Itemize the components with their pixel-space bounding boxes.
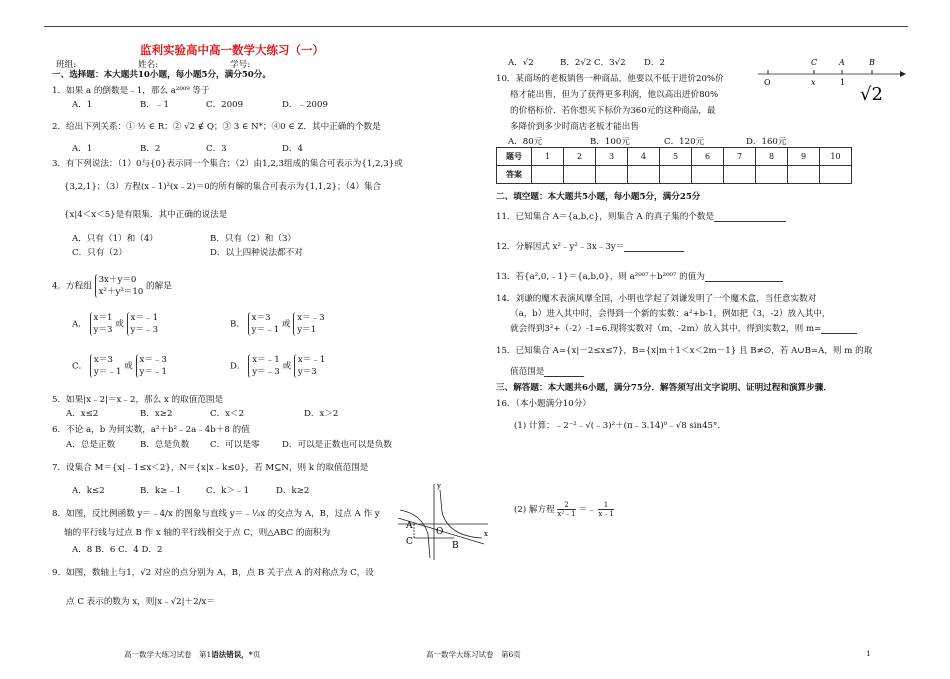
q16-frac1-num: 2 bbox=[557, 501, 575, 510]
q4-d-or: 或 bbox=[282, 361, 292, 372]
answer-table-header bbox=[497, 148, 852, 166]
q3-line3: {x|4＜x＜5}是有限集．其中正确的说法是 bbox=[64, 210, 228, 220]
info-class: 班组: bbox=[56, 60, 77, 70]
q4-eq2: x²＋y²＝10 bbox=[98, 287, 144, 297]
section-1-heading: 一、选择题：本大题共10小题，每小题5分，满分50分。 bbox=[52, 70, 271, 80]
q8-hyperbola-right bbox=[440, 490, 482, 538]
numline-arrow bbox=[900, 71, 906, 77]
answer-cell-3[interactable] bbox=[596, 166, 628, 184]
q6-stem: 6．不论 a，b 为何实数，a²＋b²﹣2a﹣4b＋8 的值 bbox=[52, 425, 250, 435]
q6-option-a: A．总是正数 bbox=[66, 440, 116, 450]
q4-option-c bbox=[72, 354, 167, 378]
q4-system bbox=[95, 274, 144, 298]
top-rule bbox=[44, 26, 908, 27]
q4-d-sol1 bbox=[248, 354, 280, 378]
q4-b-y1: y＝﹣1 bbox=[251, 325, 280, 335]
footer-left bbox=[124, 649, 260, 660]
q4-b-or: 或 bbox=[281, 319, 291, 330]
answer-cell-2[interactable] bbox=[564, 166, 596, 184]
q9-number-line bbox=[756, 54, 912, 106]
q1-option-c: C．2009 bbox=[206, 100, 244, 110]
answer-header-7: 7 bbox=[724, 148, 756, 166]
q15-line2-text: 值范围是 bbox=[510, 367, 545, 377]
q3-option-c: C．只有（2） bbox=[72, 248, 128, 258]
answer-cell-7[interactable] bbox=[724, 166, 756, 184]
answer-header-4: 4 bbox=[628, 148, 660, 166]
q4-option-b bbox=[230, 312, 325, 336]
q3-option-b: B．只有（2）和（3） bbox=[210, 234, 297, 244]
q16-frac2-den: x﹣1 bbox=[598, 510, 614, 518]
info-number: 学号: bbox=[230, 60, 251, 70]
answer-header-label: 题号 bbox=[497, 148, 532, 166]
answer-table-row bbox=[497, 166, 852, 184]
q14-answer-blank[interactable] bbox=[821, 324, 857, 334]
q9-line2: 点 C 表示的数为 x，则|x﹣√2|＋2/x＝ bbox=[66, 597, 215, 607]
answer-table bbox=[496, 147, 852, 184]
q4-a-x1: x＝1 bbox=[93, 313, 113, 323]
answer-header-10: 10 bbox=[820, 148, 852, 166]
q4-b-label: B． bbox=[230, 319, 245, 330]
q1-stem: 1．如果 a 的倒数是﹣1，那么 a²⁰⁰⁹ 等于 bbox=[52, 86, 210, 96]
q4-b-sol1 bbox=[248, 312, 280, 336]
q4-d-x1: x＝﹣1 bbox=[252, 355, 280, 365]
q4-a-sol2 bbox=[127, 312, 159, 336]
q6-option-d: D．可以是正数也可以是负数 bbox=[282, 440, 393, 450]
q4-stem bbox=[52, 274, 172, 298]
q16-equals: ＝﹣ bbox=[578, 505, 596, 515]
q3-line1: 3．有下列说法：（1）0与{0}表示同一个集合；（2）由1,2,3组成的集合可表示为{1,2,3}或 bbox=[52, 159, 403, 169]
q4-d-y2: y＝3 bbox=[297, 367, 317, 377]
q4-a-y1: y＝3 bbox=[93, 325, 113, 335]
q16-fraction-right bbox=[598, 501, 613, 518]
q4-b-sol2 bbox=[293, 312, 325, 336]
q7-option-a: A．k≤2 bbox=[72, 486, 105, 496]
answer-cell-1[interactable] bbox=[532, 166, 564, 184]
q13-answer-blank[interactable] bbox=[705, 272, 783, 282]
q8-label-o: O bbox=[436, 527, 444, 537]
section-3-heading: 三、解答题：本大题共6小题，满分75分．解答须写出文字说明、证明过程和演算步骤． bbox=[496, 383, 832, 393]
q4-c-sol1 bbox=[90, 354, 122, 378]
q8-label-b: B bbox=[452, 541, 459, 551]
numline-label-x: x bbox=[811, 78, 816, 87]
q4-c-x2: x＝﹣3 bbox=[139, 355, 168, 365]
q4-c-y1: y＝﹣1 bbox=[93, 367, 122, 377]
answer-cell-4[interactable] bbox=[628, 166, 660, 184]
q8-options: A．8 B．6 C．4 D．2 bbox=[72, 545, 163, 555]
numline-label-one: 1 bbox=[840, 78, 846, 87]
q16-part2-label: (2) 解方程 bbox=[514, 505, 555, 515]
q4-a-y2: y＝﹣3 bbox=[130, 325, 159, 335]
q14-line2: （a，b）进入其中时，会得到一个新的实数：a²+b-1，例如把（3，-2）放入其中， bbox=[510, 309, 831, 319]
q10-line1: 10．某商场的老板销售一种商品，他要以不低于进价20%价 bbox=[496, 74, 724, 84]
answer-cell-8[interactable] bbox=[756, 166, 788, 184]
answer-header-9: 9 bbox=[788, 148, 820, 166]
q9-option-d: D．2 bbox=[644, 58, 665, 68]
q7-option-d: D．k≥2 bbox=[276, 486, 310, 496]
q4-b-x1: x＝3 bbox=[251, 313, 271, 323]
q4-a-sol1 bbox=[90, 312, 113, 336]
q4-b-x2: x＝﹣3 bbox=[297, 313, 325, 323]
q10-option-a: A．80元 bbox=[508, 137, 543, 147]
answer-cell-6[interactable] bbox=[692, 166, 724, 184]
q5-option-c: C．x＜2 bbox=[210, 409, 245, 419]
page-title: 监利实验高中高一数学大练习（一） bbox=[140, 43, 324, 57]
footer-left-suffix: 页 bbox=[252, 650, 261, 659]
q8-label-y: y bbox=[437, 482, 441, 490]
q6-option-b: B．总是负数 bbox=[140, 440, 190, 450]
q14-line1: 14．刘谦的魔术表演风靡全国，小明也学起了刘谦发明了一个魔术盒，当任意实数对 bbox=[496, 294, 817, 304]
q2-stem: 2．给出下列关系：① ½ ∈ R；② √2 ∉ Q；③ 3 ∈ N*；④0 ∈ Z．其中正确的个数是 bbox=[52, 122, 381, 132]
q8-label-a: A bbox=[406, 521, 413, 531]
q2-option-d: D．4 bbox=[282, 144, 303, 154]
q4-b-y2: y＝1 bbox=[297, 325, 317, 335]
q4-a-label: A． bbox=[72, 319, 87, 330]
q16-frac2-num: 1 bbox=[598, 501, 613, 510]
q10-option-d: D．160元 bbox=[746, 137, 787, 147]
q12 bbox=[496, 240, 684, 252]
q4-tail: 的解是 bbox=[146, 281, 172, 292]
q9-option-a: A．√2 bbox=[508, 58, 534, 68]
q9-option-b: B．2√2 bbox=[560, 58, 592, 68]
q9-line1: 9．如图，数轴上与1，√2 对应的点分别为 A，B，点 B 关于点 A 的对称点为 C，设 bbox=[52, 568, 374, 578]
q1-option-b: B．﹣1 bbox=[140, 100, 169, 110]
q1-option-a: A．1 bbox=[72, 100, 93, 110]
q10-line2: 格才能出售，但为了获得更多利润，他以高出进价80% bbox=[510, 90, 719, 100]
q4-d-label: D． bbox=[230, 361, 246, 372]
q4-c-sol2 bbox=[136, 354, 168, 378]
q4-d-sol2 bbox=[294, 354, 326, 378]
q8-line2: 轴的平行线与过点 B 作 x 轴的平行线相交于点 C，则△ABC 的面积为 bbox=[64, 528, 331, 538]
answer-header-5: 5 bbox=[660, 148, 692, 166]
q16-heading: 16．（本小题满分10分） bbox=[496, 399, 591, 409]
q4-c-x1: x＝3 bbox=[93, 355, 113, 365]
q4-c-label: C． bbox=[72, 361, 88, 372]
q10-option-c: C．120元 bbox=[664, 137, 705, 147]
q11-text: 11．已知集合 A＝{a,b,c}，则集合 A 的真子集的个数是 bbox=[496, 212, 715, 222]
q2-option-b: B．2 bbox=[140, 144, 161, 154]
q16-frac1-den: x²﹣1 bbox=[557, 510, 576, 518]
q12-text: 12．分解因式 x²﹣y²﹣3x﹣3y＝ bbox=[496, 242, 625, 252]
q16-part1: (1) 计算：﹣2⁻²﹣√(﹣3)²＋(π﹣3.14)⁰﹣√8 sin45°． bbox=[514, 421, 726, 431]
section-2-heading: 二、填空题：本大题共5小题，每小题5分，满分25分 bbox=[496, 192, 701, 202]
answer-header-1: 1 bbox=[532, 148, 564, 166]
numline-label-c: C bbox=[811, 58, 818, 67]
q11 bbox=[496, 210, 786, 222]
numline-label-o: O bbox=[764, 78, 771, 87]
q6-option-c: C．可以是零 bbox=[210, 440, 260, 450]
answer-cell-9[interactable] bbox=[788, 166, 820, 184]
q14-line3 bbox=[510, 322, 857, 334]
answer-header-3: 3 bbox=[596, 148, 628, 166]
q16-fraction-left bbox=[557, 501, 575, 518]
q3-option-d: D．以上四种说法都不对 bbox=[210, 248, 303, 258]
q11-answer-blank[interactable] bbox=[714, 212, 786, 222]
footer-middle: 高一数学大练习试卷 第6页 bbox=[426, 650, 521, 659]
q15-line2 bbox=[510, 365, 584, 377]
q4-d-y1: y＝﹣3 bbox=[252, 367, 280, 377]
q9-option-c: C．3√2 bbox=[594, 58, 626, 68]
q4-eq1: 3x＋y＝0 bbox=[98, 275, 137, 285]
q14-line3-text: 就会得到3²+（-2）-1=6.现将实数对（m，-2m）放入其中，得到实数2，则 m= bbox=[510, 324, 822, 334]
q2-option-c: C．3 bbox=[206, 144, 227, 154]
q3-option-a: A．只有（1）和（4） bbox=[72, 234, 158, 244]
q4-d-x2: x＝﹣1 bbox=[297, 355, 326, 365]
q2-option-a: A．1 bbox=[72, 144, 93, 154]
q15-line1: 15．已知集合 A={x|－2≤x≤7}，B={x|m＋1＜x＜2m－1} 且 B≠∅，若 A∪B=A，则 m 的取 bbox=[496, 346, 873, 356]
q8-hyperbola-left bbox=[400, 510, 430, 558]
q4-option-a bbox=[72, 312, 158, 336]
q4-a-or: 或 bbox=[115, 319, 124, 330]
q13-text: 13．若{a²,0,﹣1}＝{a,b,0}，则 a²⁰⁰⁷＋b²⁰⁰⁷ 的值为 bbox=[496, 272, 705, 282]
q7-option-b: B．k≥﹣1 bbox=[140, 486, 182, 496]
footer-page-number: 1 bbox=[866, 649, 871, 658]
answer-header-6: 6 bbox=[692, 148, 724, 166]
answer-cell-5[interactable] bbox=[660, 166, 692, 184]
info-name: 姓名: bbox=[138, 60, 159, 70]
footer-error-text: 语法错误，* bbox=[211, 650, 253, 659]
q8-line1: 8．如图，反比例函数 y＝﹣4/x 的图象与直线 y＝﹣⅓x 的交点为 A，B，过点 A 作 y bbox=[52, 509, 380, 519]
answer-row-label: 答案 bbox=[497, 166, 532, 184]
q4-option-d bbox=[230, 354, 325, 378]
answer-cell-10[interactable] bbox=[820, 166, 852, 184]
q8-label-x: x bbox=[484, 530, 488, 538]
q8-figure bbox=[392, 478, 492, 564]
q4-label: 4．方程组 bbox=[52, 281, 92, 292]
q1-option-d: D．﹣2009 bbox=[282, 100, 328, 110]
q5-option-b: B．x≥2 bbox=[140, 409, 173, 419]
q10-option-b: B．100元 bbox=[590, 137, 630, 147]
q5-option-a: A．x≤2 bbox=[66, 409, 99, 419]
numline-label-b: B bbox=[869, 58, 875, 67]
q13 bbox=[496, 270, 783, 282]
numline-label-sqrt2: √2 bbox=[860, 84, 883, 105]
q8-label-c: C bbox=[406, 537, 413, 547]
q15-answer-blank[interactable] bbox=[544, 367, 584, 377]
q16-part2 bbox=[514, 501, 614, 518]
q3-line2: {3,2,1}；（3）方程(x﹣1)²(x﹣2)＝0的所有解的集合可表示为{1,1,2}；（4）集合 bbox=[64, 182, 382, 192]
q4-a-x2: x＝﹣1 bbox=[130, 313, 159, 323]
q10-line3: 的价格标价．若你想买下标价为360元的这种商品，最 bbox=[510, 106, 716, 116]
q5-stem: 5．如果|x﹣2|＝x﹣2，那么 x 的取值范围是 bbox=[52, 395, 224, 405]
footer-left-text: 高一数学大练习试卷 第1 bbox=[124, 650, 212, 659]
q12-answer-blank[interactable] bbox=[624, 242, 684, 252]
q4-c-or: 或 bbox=[124, 361, 133, 372]
q10-line4: 多降价到多少时商店老板才能出售 bbox=[510, 122, 639, 132]
q5-option-d: D．x＞2 bbox=[304, 409, 339, 419]
answer-header-8: 8 bbox=[756, 148, 788, 166]
numline-label-a: A bbox=[839, 58, 845, 67]
q7-stem: 7．设集合 M＝{x|﹣1≤x＜2}，N＝{x|x﹣k≤0}，若 M⊆N，则 k 的取值范围是 bbox=[52, 463, 369, 473]
q7-option-c: C．k＞﹣1 bbox=[206, 486, 250, 496]
q4-c-y2: y＝﹣1 bbox=[139, 367, 168, 377]
answer-header-2: 2 bbox=[564, 148, 596, 166]
